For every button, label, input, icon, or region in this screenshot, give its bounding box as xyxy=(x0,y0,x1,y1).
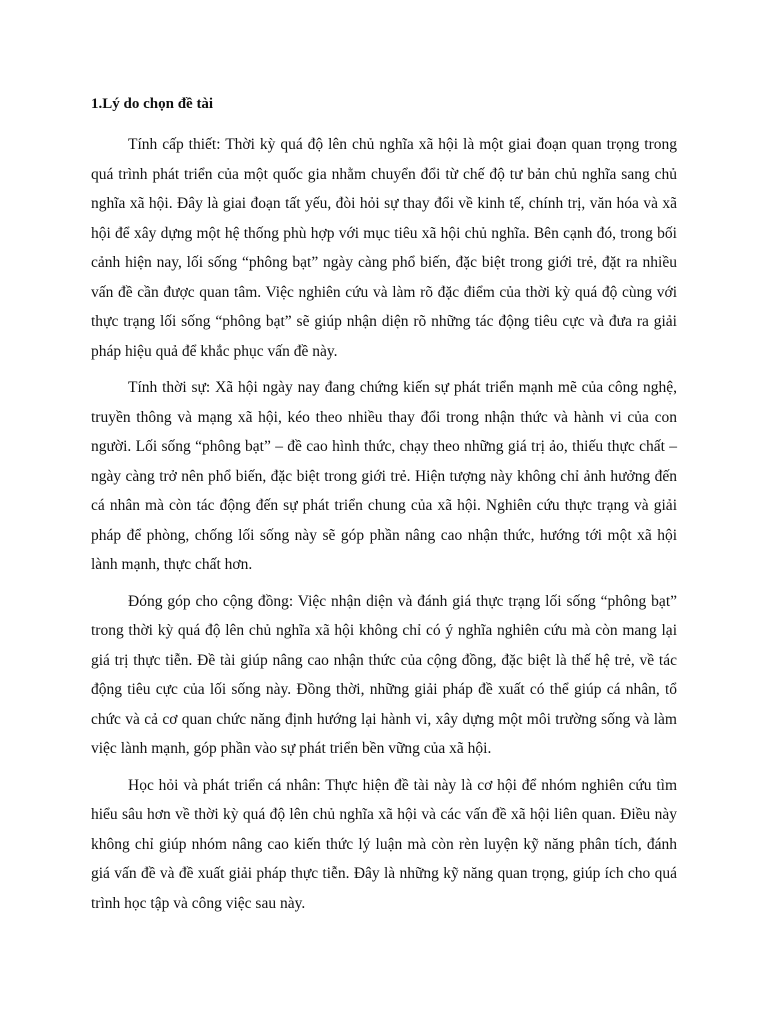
paragraph-timeliness: Tính thời sự: Xã hội ngày nay đang chứng kiến sự phát triển mạnh mẽ của công nghệ, truyền thông và mạng xã hội, kéo theo nhiều thay đổi trong nhận thức và hành vi của con người. Lối sống “phông bạt” – đề cao hình thức, chạy theo những giá trị ảo, thiếu thực chất – ngày càng trở nên phổ biến, đặc biệt trong giới trẻ. Hiện tượng này không chỉ ảnh hưởng đến cá nhân mà còn tác động đến sự phát triển chung của xã hội. Nghiên cứu thực trạng và giải pháp để phòng, chống lối sống này sẽ góp phần nâng cao nhận thức, hướng tới một xã hội lành mạnh, thực chất hơn. xyxy=(91,379,677,573)
paragraph-personal-development: Học hỏi và phát triển cá nhân: Thực hiện đề tài này là cơ hội để nhóm nghiên cứu tìm hiểu sâu hơn về thời kỳ quá độ lên chủ nghĩa xã hội và các vấn đề xã hội liên quan. Điều này không chỉ giúp nhóm nâng cao kiến thức lý luận mà còn rèn luyện kỹ năng phân tích, đánh giá vấn đề và đề xuất giải pháp thực tiễn. Đây là những kỹ năng quan trọng, giúp ích cho quá trình học tập và công việc sau này. xyxy=(91,776,677,912)
paragraph-community-contribution: Đóng góp cho cộng đồng: Việc nhận diện và đánh giá thực trạng lối sống “phông bạt” trong thời kỳ quá độ lên chủ nghĩa xã hội không chỉ có ý nghĩa nghiên cứu mà còn mang lại giá trị thực tiễn. Đề tài giúp nâng cao nhận thức của cộng đồng, đặc biệt là thế hệ trẻ, về tác động tiêu cực của lối sống này. Đồng thời, những giải pháp đề xuất có thể giúp cá nhân, tổ chức và cả cơ quan chức năng định hướng lại hành vi, xây dựng một môi trường sống và làm việc lành mạnh, góp phần vào sự phát triển bền vững của xã hội. xyxy=(91,592,677,757)
paragraph-urgency: Tính cấp thiết: Thời kỳ quá độ lên chủ nghĩa xã hội là một giai đoạn quan trọng trong quá trình phát triển của một quốc gia nhằm chuyển đổi từ chế độ tư bản chủ nghĩa sang chủ nghĩa xã hội. Đây là giai đoạn tất yếu, đòi hỏi sự thay đổi về kinh tế, chính trị, văn hóa và xã hội để xây dựng một hệ thống phù hợp với mục tiêu xã hội chủ nghĩa. Bên cạnh đó, trong bối cảnh hiện nay, lối sống “phông bạt” ngày càng phổ biến, đặc biệt trong giới trẻ, đặt ra nhiều vấn đề cần được quan tâm. Việc nghiên cứu và làm rõ đặc điểm của thời kỳ quá độ cùng với thực trạng lối sống “phông bạt” sẽ giúp nhận diện rõ những tác động tiêu cực và đưa ra giải pháp hiệu quả để khắc phục vấn đề này. xyxy=(91,136,677,360)
document-body xyxy=(91,93,677,925)
section-heading: 1.Lý do chọn đề tài xyxy=(91,96,214,112)
